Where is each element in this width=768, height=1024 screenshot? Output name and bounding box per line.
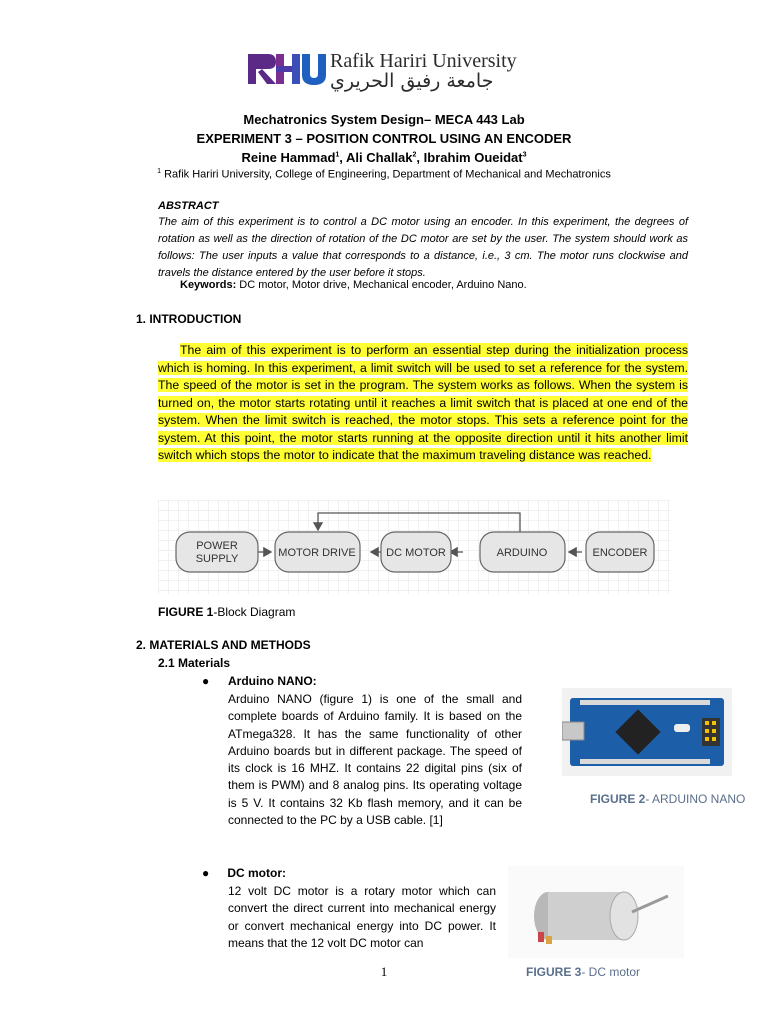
figure1-label: FIGURE 1 <box>158 605 214 619</box>
author-sup: 2 <box>412 151 417 159</box>
block-encoder <box>586 532 654 572</box>
page-number: 1 <box>380 964 388 979</box>
intro-highlighted-text: The aim of this experiment is to perform an essential step during the initialization process which is homing. In this experiment, a limit switch will be used to set a reference for the system. The speed of the motor is set in the program. The system works as follows. When the system is turned on, the motor starts rotating until it reaches a limit switch that is placed at one end of the system. When the limit switch is reached, the motor stops. This sets a reference point for the system. At this point, the motor starts running at the opposite direction until it hits another limit switch which stops the motor to indicate that the maximum traveling distance was reached. <box>158 343 688 462</box>
author-sep: , <box>416 150 424 165</box>
block-dc-motor <box>381 532 451 572</box>
author-sep: , <box>339 150 347 165</box>
arduino-paragraph: Arduino NANO (figure 1) is one of the small and complete boards of Arduino family. It is based on the ATmega328. It has the same functionality of other Arduino boards but in different package. The speed of its clock is 16 MHZ. It contains 22 digital pins (six of them is PWM) and 8 analog pins. Its operating voltage is 5 V. It contains 32 Kb flash memory, and it can be connected to the PC by a USB cable. [1] <box>228 692 522 828</box>
arduino-board-illustration <box>562 688 732 776</box>
block-diagram-svg <box>158 500 670 594</box>
affiliation-text: Rafik Hariri University, College of Engineering, Department of Mechanical and Mechatronics <box>164 168 611 181</box>
affiliation <box>0 168 768 181</box>
author-sup: 3 <box>522 151 527 159</box>
abstract-heading: ABSTRACT <box>158 200 219 212</box>
keywords-text: DC motor, Motor drive, Mechanical encoder, Arduino Nano. <box>236 279 527 291</box>
university-name-en: Rafik Hariri University <box>330 50 517 72</box>
dc-motor-illustration <box>508 866 684 958</box>
author-name: Ibrahim Oueidat <box>423 150 523 165</box>
author-list <box>0 150 768 165</box>
arduino-title: Arduino NANO: <box>228 674 317 688</box>
author-name: Reine Hammad <box>241 150 336 165</box>
figure1-caption <box>158 605 295 619</box>
experiment-title: EXPERIMENT 3 – POSITION CONTROL USING AN ENCODER <box>196 131 572 146</box>
figure2-label: FIGURE 2 <box>590 792 646 806</box>
figure3-label: FIGURE 3 <box>526 965 582 979</box>
svg-text:ARDUINO: ARDUINO <box>496 547 548 559</box>
svg-text:DC MOTOR: DC MOTOR <box>386 547 446 559</box>
block-diagram <box>158 500 670 594</box>
svg-text:SUPPLY: SUPPLY <box>195 553 239 565</box>
keywords-label: Keywords: <box>180 279 237 291</box>
figure2-caption <box>590 792 745 806</box>
intro-paragraph <box>158 342 688 465</box>
intro-heading: 1. INTRODUCTION <box>136 312 242 326</box>
block-power-supply <box>176 532 258 572</box>
svg-text:ENCODER: ENCODER <box>592 547 648 559</box>
affiliation-sup: 1 <box>157 168 162 175</box>
keywords-line <box>180 279 527 291</box>
dc-motor-paragraph: 12 volt DC motor is a rotary motor which can convert the direct current into mechanical energy or convert mechanical energy into DC power. It means that the 12 volt DC motor can <box>228 884 496 950</box>
figure2-text: - ARDUINO NANO <box>645 792 746 806</box>
figure1-text: -Block Diagram <box>213 605 296 619</box>
figure3-text: - DC motor <box>581 965 641 979</box>
dc-motor-title: DC motor: <box>224 866 286 880</box>
svg-text:MOTOR DRIVE: MOTOR DRIVE <box>278 547 356 559</box>
arduino-nano-image <box>562 688 732 776</box>
block-motor-drive <box>275 532 360 572</box>
university-name-ar: جامعة رفيق الحريري <box>330 70 494 92</box>
svg-text:POWER: POWER <box>196 540 238 552</box>
block-arduino <box>480 532 565 572</box>
materials-subheading: 2.1 Materials <box>158 656 231 670</box>
dc-motor-image <box>508 866 684 958</box>
course-title: Mechatronics System Design– MECA 443 Lab <box>243 112 525 127</box>
author-sup: 1 <box>335 151 340 159</box>
bullet-icon: ● <box>202 866 210 880</box>
rhu-logo-mark <box>246 48 326 90</box>
materials-heading: 2. MATERIALS AND METHODS <box>136 638 311 652</box>
bullet-icon: ● <box>202 674 210 688</box>
author-name: Ali Challak <box>346 150 413 165</box>
abstract-text: The aim of this experiment is to control a DC motor using an encoder. In this experiment, the degrees of rotation as well as the direction of rotation of the DC motor are set by the user. The system should work as follows: The user inputs a value that corresponds to a distance, i.e., 3 cm. The motor runs clockwise and travels the distance entered by the user before it stops. <box>158 216 688 279</box>
